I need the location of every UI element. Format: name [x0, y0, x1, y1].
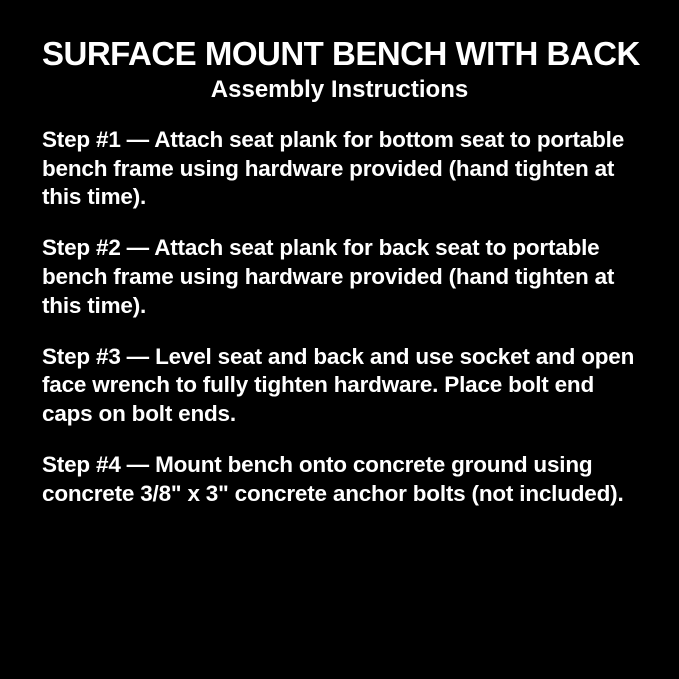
- step-item: [42, 126, 637, 212]
- step-item: [42, 343, 637, 429]
- step-text: Attach seat plank for bottom seat to portable bench frame using hardware provided (hand tighten at this time).: [42, 126, 625, 210]
- page-title: SURFACE MOUNT BENCH WITH BACK: [42, 35, 640, 72]
- step-text: Mount bench onto concrete ground using concrete 3/8" x 3" concrete anchor bolts (not included).: [42, 452, 624, 506]
- step-text: Level seat and back and use socket and open face wrench to fully tighten hardware. Place bolt end caps on bolt ends.: [42, 343, 635, 427]
- steps-list: [42, 126, 637, 509]
- step-item: [42, 234, 637, 320]
- step-label: Step #3 —: [42, 343, 149, 369]
- step-label: Step #4 —: [42, 452, 149, 478]
- page-subtitle: Assembly Instructions: [210, 76, 469, 104]
- step-label: Step #2 —: [42, 235, 149, 261]
- step-item: [42, 451, 637, 509]
- step-label: Step #1 —: [42, 126, 149, 152]
- step-text: Attach seat plank for back seat to portable bench frame using hardware provided (hand tighten at this time).: [42, 235, 615, 318]
